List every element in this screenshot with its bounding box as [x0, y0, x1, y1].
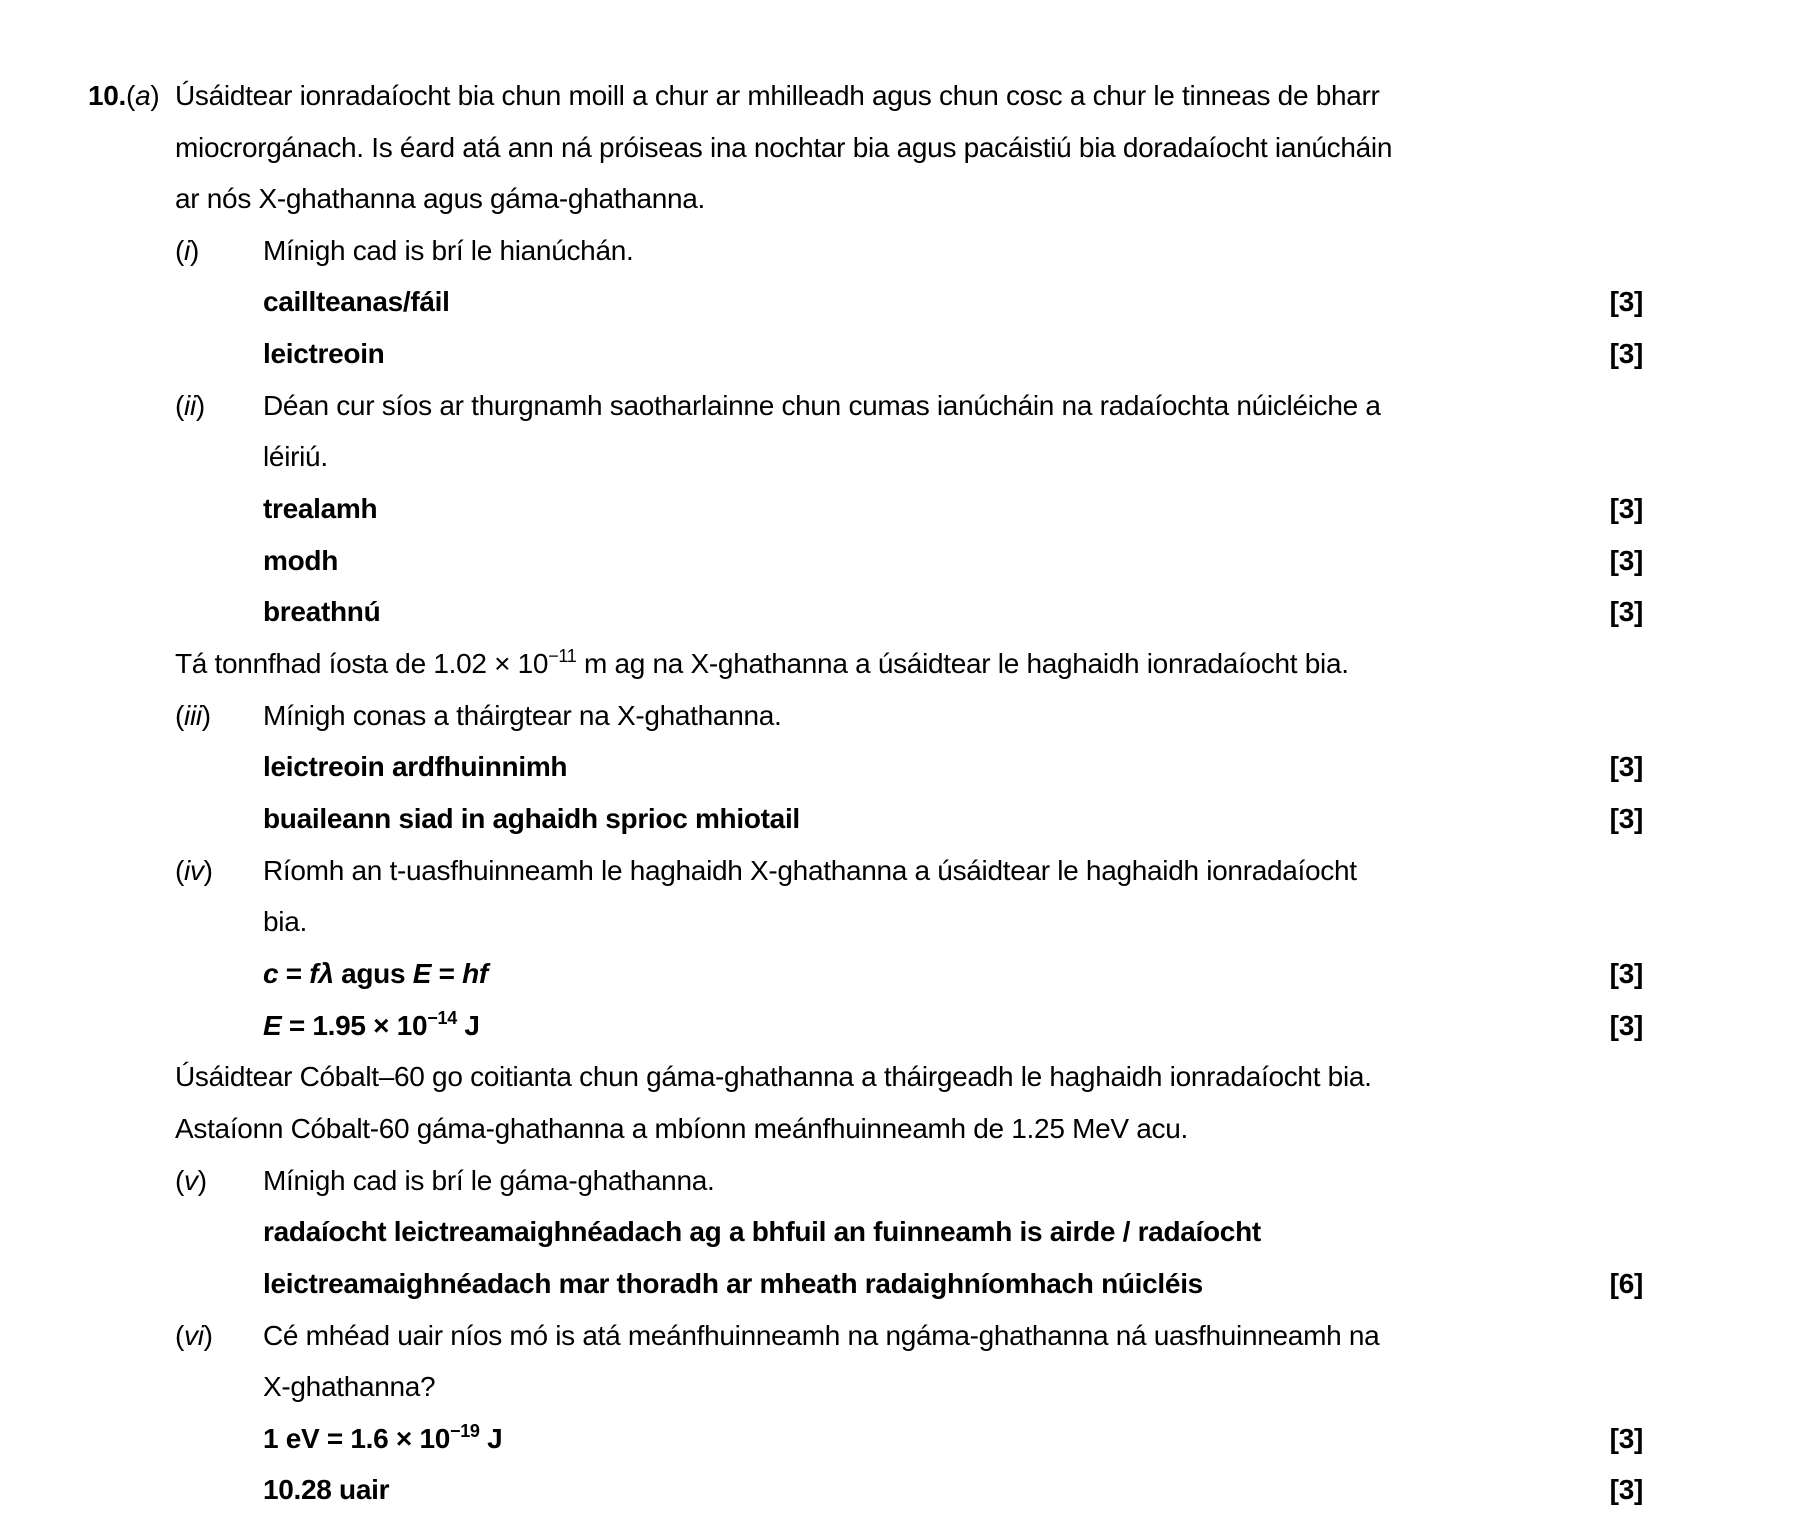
answer-text: trealamh: [263, 493, 378, 524]
answer-row: [0, 1206, 1818, 1258]
answer-row: [0, 328, 1818, 380]
sub-question-text: Cé mhéad uair níos mó is atá meánfhuinneamh na ngáma-ghathanna ná uasfhuinneamh na: [263, 1320, 1380, 1351]
answer-text: leictreamaighnéadach mar thoradh ar mheath radaighníomhach núicléis: [263, 1268, 1203, 1299]
sub-question-i: [0, 225, 1818, 277]
sub-question-vi: [0, 1310, 1818, 1362]
answer-row: [0, 535, 1818, 587]
answer-row: [0, 1464, 1818, 1516]
sub-label: (ii): [175, 390, 205, 421]
sub-question-text: Ríomh an t-uasfhuinneamh le haghaidh X-ghathanna a úsáidtear le haghaidh ionradaíocht: [263, 855, 1357, 886]
sub-label: (v): [175, 1165, 207, 1196]
mark: [3]: [1609, 1010, 1643, 1041]
formula: $E = 1.95 \times 10^{-14}$ J: [263, 1008, 480, 1041]
sub-question-ii-cont: [0, 431, 1818, 483]
mark: [3]: [1609, 1423, 1643, 1454]
mark: [3]: [1609, 803, 1643, 834]
question-10-intro-line-1: [0, 70, 1818, 122]
formula: 1 eV = $1.6 \times 10^{-19}$ J: [263, 1421, 503, 1454]
sub-question-text: bia.: [263, 906, 307, 937]
sub-label: (iv): [175, 855, 213, 886]
sub-question-iv: [0, 845, 1818, 897]
answer-row: [0, 1413, 1818, 1465]
answer-text: caillteanas/fáil: [263, 286, 450, 317]
answer-text: 10.28 uair: [263, 1474, 390, 1505]
question-10-intro-line-3: [0, 173, 1818, 225]
answer-text: radaíocht leictreamaighnéadach ag a bhfuil an fuinneamh is airde / radaíocht: [263, 1216, 1261, 1247]
mark: [6]: [1609, 1268, 1643, 1299]
answer-text: modh: [263, 545, 339, 576]
sub-question-v: [0, 1155, 1818, 1207]
mark: [3]: [1609, 958, 1643, 989]
answer-text: leictreoin: [263, 338, 385, 369]
answer-text: buaileann siad in aghaidh sprioc mhiotail: [263, 803, 800, 834]
sub-question-text: léiriú.: [263, 441, 328, 472]
sub-question-text: Mínigh cad is brí le hianúchán.: [263, 235, 634, 266]
mark: [3]: [1609, 1474, 1643, 1505]
sub-question-iii: [0, 690, 1818, 742]
sub-label: (vi): [175, 1320, 213, 1351]
answer-row: [0, 483, 1818, 535]
sub-question-iv-cont: [0, 896, 1818, 948]
answer-row: [0, 1258, 1818, 1310]
sub-question-ii: [0, 380, 1818, 432]
intro-text: Úsáidtear ionradaíocht bia chun moill a chur ar mhilleadh agus chun cosc a chur le tinneas de bharr: [175, 80, 1380, 111]
stem-text: Tá tonnfhad íosta de $1.02 \times 10^{-11}$ m ag na X-ghathanna a úsáidtear le haghaidh ionradaíocht bia.: [175, 646, 1349, 679]
sub-label: (i): [175, 235, 199, 266]
mark: [3]: [1609, 545, 1643, 576]
mark: [3]: [1609, 286, 1643, 317]
formula: c = fλ agus E = hf: [263, 958, 488, 989]
sub-question-text: Déan cur síos ar thurgnamh saotharlainne chun cumas ianúcháin na radaíochta núicléiche a: [263, 390, 1381, 421]
sub-question-vi-cont: [0, 1361, 1818, 1413]
stem-xray: [0, 638, 1818, 690]
intro-text: miocrorgánach. Is éard atá ann ná próiseas ina nochtar bia agus pacáistiú bia doradaíocht ianúcháin: [175, 132, 1393, 163]
answer-row: [0, 1000, 1818, 1052]
mark: [3]: [1609, 596, 1643, 627]
sub-question-text: Mínigh conas a tháirgtear na X-ghathanna.: [263, 700, 782, 731]
answer-row: [0, 586, 1818, 638]
stem-text: Astaíonn Cóbalt-60 gáma-ghathanna a mbíonn meánfhuinneamh de 1.25 MeV acu.: [175, 1113, 1188, 1144]
answer-row: [0, 276, 1818, 328]
sub-question-text: Mínigh cad is brí le gáma-ghathanna.: [263, 1165, 715, 1196]
answer-row: [0, 948, 1818, 1000]
stem-cobalt-line-1: [0, 1051, 1818, 1103]
stem-cobalt-line-2: [0, 1103, 1818, 1155]
stem-text: Úsáidtear Cóbalt–60 go coitianta chun gáma-ghathanna a tháirgeadh le haghaidh ionradaíocht bia.: [175, 1061, 1372, 1092]
mark: [3]: [1609, 338, 1643, 369]
answer-row: [0, 793, 1818, 845]
mark: [3]: [1609, 493, 1643, 524]
answer-text: breathnú: [263, 596, 381, 627]
mark: [3]: [1609, 751, 1643, 782]
question-10-intro-line-2: [0, 122, 1818, 174]
sub-question-text: X-ghathanna?: [263, 1371, 436, 1402]
question-number: 10.(a): [88, 80, 160, 111]
answer-text: leictreoin ardfhuinnimh: [263, 751, 568, 782]
intro-text: ar nós X-ghathanna agus gáma-ghathanna.: [175, 183, 706, 214]
answer-row: [0, 741, 1818, 793]
sub-label: (iii): [175, 700, 211, 731]
